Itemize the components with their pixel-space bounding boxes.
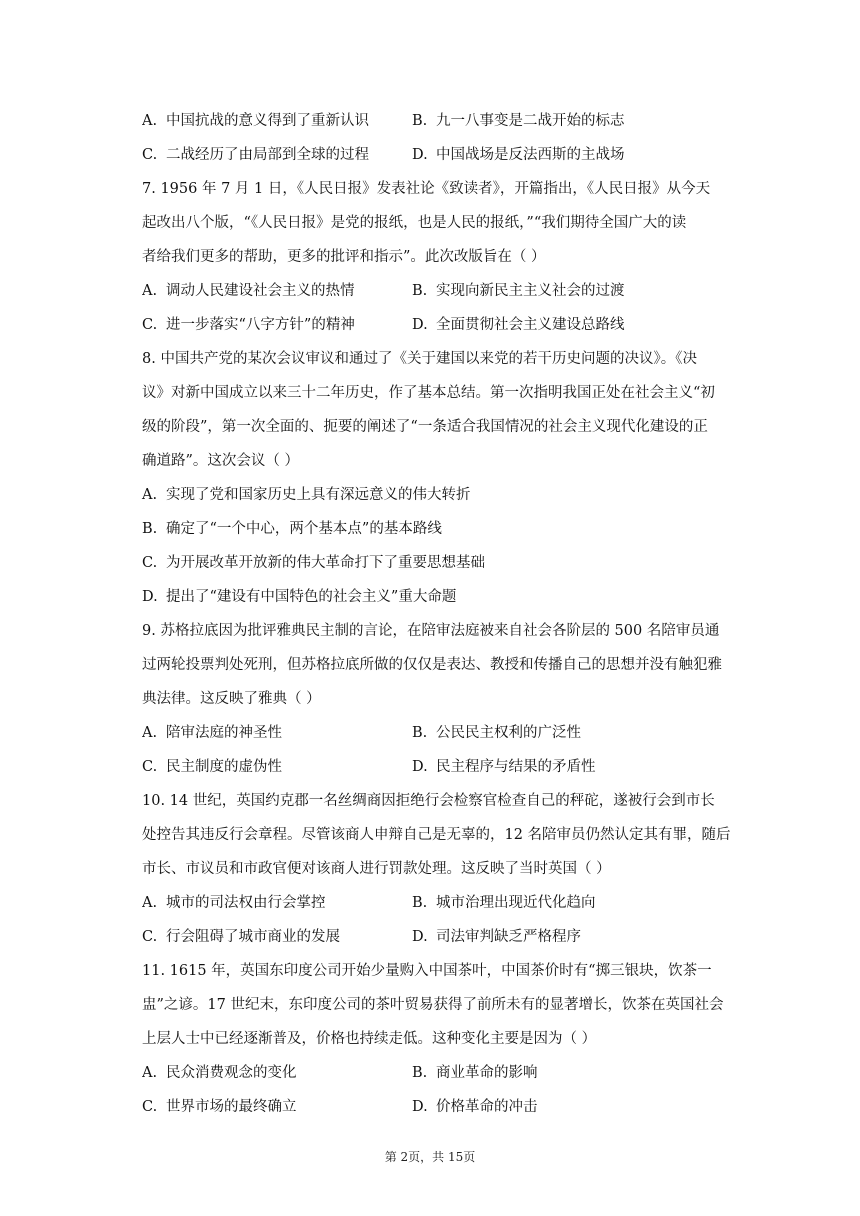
question-9 (142, 614, 762, 784)
option-letter: D. (412, 147, 428, 163)
option-letter: C. (142, 1099, 158, 1115)
option-text: 世界市场的最终确立 (166, 1099, 297, 1115)
q10-options-row-2 (142, 920, 762, 954)
q6-option-b (412, 104, 752, 138)
option-text: 中国抗战的意义得到了重新认识 (166, 113, 369, 129)
q7-stem-line-3: 者给我们更多的帮助，更多的批评和指示”。此次改版旨在（ ） (142, 249, 546, 265)
option-text: 中国战场是反法西斯的主战场 (436, 147, 625, 163)
q6-option-c (142, 138, 412, 172)
q7-option-d (412, 308, 752, 342)
q11-option-d (412, 1090, 752, 1124)
q8-option-d (142, 580, 762, 614)
q6-option-a (142, 104, 412, 138)
option-letter: D. (412, 929, 428, 945)
q8-stem-line-3: 级的阶段”，第一次全面的、扼要的阐述了“一条适合我国情况的社会主义现代化建设的正 (142, 419, 708, 435)
q8-stem-line-1: 8. 中国共产党的某次会议审议和通过了《关于建国以来党的若干历史问题的决议》。《决 (142, 351, 697, 367)
q7-stem-line-2: 起改出八个版，“《人民日报》是党的报纸，也是人民的报纸，”“我们期待全国广大的读 (142, 215, 687, 231)
option-letter: C. (142, 147, 158, 163)
q8-stem-line-4: 确道路”。这次会议（ ） (142, 453, 300, 469)
q9-option-d (412, 750, 752, 784)
question-11 (142, 954, 762, 1124)
q8-option-c (142, 546, 762, 580)
option-letter: A. (142, 487, 158, 503)
q10-stem-line-3: 市长、市议员和市政官便对该商人进行罚款处理。这反映了当时英国（ ） (142, 861, 611, 877)
question-10 (142, 784, 762, 954)
q9-option-b (412, 716, 752, 750)
q10-option-b (412, 886, 752, 920)
option-text: 民主程序与结果的矛盾性 (436, 759, 596, 775)
q9-stem-line-2: 过两轮投票判处死刑，但苏格拉底所做的仅仅是表达、教授和传播自己的思想并没有触犯雅 (142, 657, 722, 673)
q11-option-c (142, 1090, 412, 1124)
q8-option-a (142, 478, 762, 512)
option-text: 民众消费观念的变化 (166, 1065, 297, 1081)
option-text: 城市治理出现近代化趋向 (436, 895, 596, 911)
option-letter: C. (142, 555, 158, 571)
q8-stem-line-2: 议》对新中国成立以来三十二年历史，作了基本总结。第一次指明我国正处在社会主义“初 (142, 385, 715, 401)
option-text: 全面贯彻社会主义建设总路线 (436, 317, 625, 333)
q9-stem-line-1: 9. 苏格拉底因为批评雅典民主制的言论，在陪审法庭被来自社会各阶层的 500 名陪审员通 (142, 623, 720, 639)
q6-option-d (412, 138, 752, 172)
option-letter: B. (412, 895, 428, 911)
option-letter: B. (412, 113, 428, 129)
option-letter: B. (412, 725, 428, 741)
q11-option-b (412, 1056, 752, 1090)
option-text: 民主制度的虚伪性 (166, 759, 282, 775)
option-letter: A. (142, 113, 158, 129)
q10-options-row-1 (142, 886, 762, 920)
option-letter: D. (412, 317, 428, 333)
option-text: 九一八事变是二战开始的标志 (436, 113, 625, 129)
option-letter: C. (142, 759, 158, 775)
q7-option-a (142, 274, 412, 308)
option-letter: D. (412, 759, 428, 775)
q7-option-c (142, 308, 412, 342)
q10-option-c (142, 920, 412, 954)
option-text: 为开展改革开放新的伟大革命打下了重要思想基础 (166, 555, 485, 571)
q10-option-d (412, 920, 752, 954)
option-letter: A. (142, 283, 158, 299)
q6-options-row-2 (142, 138, 762, 172)
q7-options-row-2 (142, 308, 762, 342)
q11-stem-line-3: 上层人士中已经逐渐普及，价格也持续走低。这种变化主要是因为（ ） (142, 1031, 597, 1047)
q10-option-a (142, 886, 412, 920)
option-text: 二战经历了由局部到全球的过程 (166, 147, 369, 163)
option-letter: A. (142, 725, 158, 741)
question-8 (142, 342, 762, 614)
q9-option-c (142, 750, 412, 784)
q10-stem-line-1: 10. 14 世纪，英国约克郡一名丝绸商因拒绝行会检察官检查自己的秤砣，遂被行会到市长 (142, 793, 715, 809)
q9-options-row-1 (142, 716, 762, 750)
q8-option-b (142, 512, 762, 546)
q9-stem-line-3: 典法律。这反映了雅典（ ） (142, 691, 321, 707)
option-letter: B. (142, 521, 158, 537)
option-letter: C. (142, 929, 158, 945)
option-text: 确定了“一个中心，两个基本点”的基本路线 (166, 521, 442, 537)
q11-stem-line-1: 11. 1615 年，英国东印度公司开始少量购入中国茶叶，中国茶价时有“掷三银块，饮茶一 (142, 963, 712, 979)
page-footer: 第 2页，共 15页 (384, 1150, 476, 1164)
page-content (142, 104, 762, 1124)
option-text: 价格革命的冲击 (436, 1099, 538, 1115)
question-7 (142, 172, 762, 342)
option-letter: D. (142, 589, 158, 605)
option-text: 陪审法庭的神圣性 (166, 725, 282, 741)
option-text: 司法审判缺乏严格程序 (436, 929, 581, 945)
q11-option-a (142, 1056, 412, 1090)
option-letter: C. (142, 317, 158, 333)
q7-stem-line-1: 7. 1956 年 7 月 1 日，《人民日报》发表社论《致读者》，开篇指出，《人民日报》从今天 (142, 181, 711, 197)
q9-option-a (142, 716, 412, 750)
option-letter: A. (142, 895, 158, 911)
q7-option-b (412, 274, 752, 308)
option-text: 实现向新民主主义社会的过渡 (436, 283, 625, 299)
q11-stem-line-2: 盅”之谚。17 世纪末，东印度公司的茶叶贸易获得了前所未有的显著增长，饮茶在英国社会 (142, 997, 724, 1013)
option-letter: B. (412, 283, 428, 299)
option-text: 提出了“建设有中国特色的社会主义”重大命题 (166, 589, 457, 605)
q11-options-row-2 (142, 1090, 762, 1124)
option-letter: A. (142, 1065, 158, 1081)
q10-stem-line-2: 处控告其违反行会章程。尽管该商人申辩自己是无辜的，12 名陪审员仍然认定其有罪，随后 (142, 827, 731, 843)
option-text: 实现了党和国家历史上具有深远意义的伟大转折 (166, 487, 471, 503)
option-text: 商业革命的影响 (436, 1065, 538, 1081)
option-text: 行会阻碍了城市商业的发展 (166, 929, 340, 945)
option-text: 城市的司法权由行会掌控 (166, 895, 326, 911)
q7-options-row-1 (142, 274, 762, 308)
q9-options-row-2 (142, 750, 762, 784)
option-text: 调动人民建设社会主义的热情 (166, 283, 355, 299)
option-text: 公民民主权利的广泛性 (436, 725, 581, 741)
q6-options-row-1 (142, 104, 762, 138)
option-letter: D. (412, 1099, 428, 1115)
option-text: 进一步落实“八字方针”的精神 (166, 317, 355, 333)
option-letter: B. (412, 1065, 428, 1081)
q11-options-row-1 (142, 1056, 762, 1090)
